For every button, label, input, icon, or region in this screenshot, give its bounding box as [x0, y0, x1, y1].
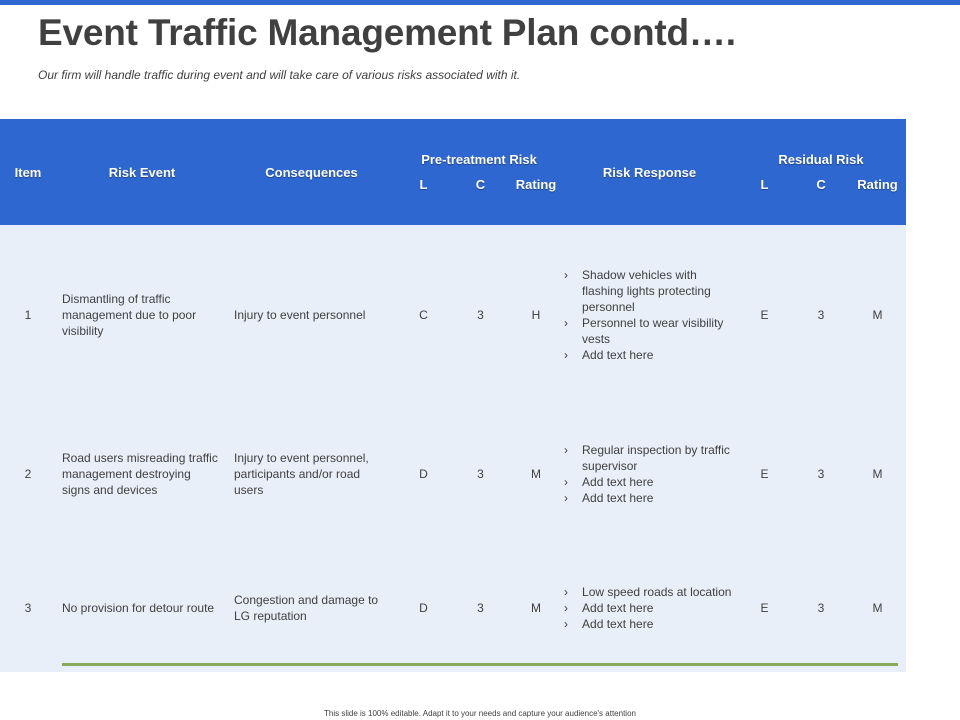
chevron-right-icon: ›: [564, 347, 569, 362]
res-rating-cell: M: [849, 544, 906, 672]
pre-c-cell: 3: [452, 225, 509, 404]
item-number: 1: [0, 225, 56, 404]
risk-response-list: [563, 442, 736, 506]
risk-event-cell: Road users misreading traffic management destroying signs and devices: [56, 404, 228, 544]
res-c-cell: 3: [793, 544, 849, 672]
risk-response-item: [564, 600, 736, 616]
risk-event-cell: No provision for detour route: [56, 544, 228, 672]
risk-response-list: [563, 584, 736, 632]
chevron-right-icon: ›: [564, 491, 569, 505]
risk-response-text: Add text here: [582, 491, 654, 505]
res-c-cell: 3: [793, 404, 849, 544]
chevron-right-icon: ›: [564, 315, 569, 330]
pre-l-cell: D: [395, 544, 452, 672]
res-rating-cell: M: [849, 404, 906, 544]
risk-event-cell: Dismantling of traffic management due to poor visibility: [56, 225, 228, 404]
risk-response-text: Low speed roads at location: [582, 585, 732, 599]
header-risk-event: Risk Event: [56, 119, 228, 225]
header-pre-l: L: [395, 172, 452, 225]
slide-subtitle: Our firm will handle traffic during event and will take care of various risks associated with it.: [38, 68, 521, 82]
header-residual-risk: Residual Risk: [736, 119, 906, 172]
top-accent-bar: [0, 0, 960, 5]
pre-c-cell: 3: [452, 544, 509, 672]
res-l-cell: E: [736, 225, 793, 404]
table-row: [0, 404, 906, 544]
header-pre-c: C: [452, 172, 509, 225]
item-number: 2: [0, 404, 56, 544]
item-number: 3: [0, 544, 56, 672]
risk-response-text: Personnel to wear visibility vests: [582, 315, 724, 346]
risk-response-text: Add text here: [582, 475, 654, 489]
footer-note: This slide is 100% editable. Adapt it to your needs and capture your audience's attention: [324, 709, 636, 718]
pre-l-cell: D: [395, 404, 452, 544]
header-pre-rating: Rating: [509, 172, 563, 225]
risk-response-text: Regular inspection by traffic supervisor: [582, 443, 730, 473]
chevron-right-icon: ›: [564, 601, 569, 615]
consequences-cell: Injury to event personnel, participants and/or road users: [228, 404, 395, 544]
res-l-cell: E: [736, 544, 793, 672]
table-row: [0, 544, 906, 672]
risk-response-item: [564, 584, 736, 600]
header-risk-response: Risk Response: [563, 119, 736, 225]
header-res-l: L: [736, 172, 793, 225]
risk-response-text: Add text here: [582, 347, 654, 362]
pre-rating-cell: M: [509, 544, 563, 672]
chevron-right-icon: ›: [564, 267, 569, 282]
chevron-right-icon: ›: [564, 617, 569, 631]
res-l-cell: E: [736, 404, 793, 544]
pre-l-cell: C: [395, 225, 452, 404]
chevron-right-icon: ›: [564, 475, 569, 489]
risk-table: [0, 119, 906, 672]
header-res-rating: Rating: [849, 172, 906, 225]
pre-c-cell: 3: [452, 404, 509, 544]
risk-response-item: [564, 616, 736, 632]
risk-response-item: [564, 347, 736, 363]
chevron-right-icon: ›: [564, 443, 569, 457]
risk-response-text: Add text here: [582, 617, 654, 631]
header-res-c: C: [793, 172, 849, 225]
table-bottom-rule: [62, 663, 898, 666]
risk-response-cell: [563, 225, 736, 404]
risk-response-item: [564, 474, 736, 490]
res-c-cell: 3: [793, 225, 849, 404]
consequences-cell: Congestion and damage to LG reputation: [228, 544, 395, 672]
header-pre-treatment-risk: Pre-treatment Risk: [395, 119, 563, 172]
risk-response-text: Add text here: [582, 601, 654, 615]
pre-rating-cell: H: [509, 225, 563, 404]
risk-response-text: Shadow vehicles with flashing lights protecting personnel: [582, 267, 711, 314]
risk-response-cell: [563, 544, 736, 672]
risk-response-list: [563, 267, 736, 363]
risk-response-cell: [563, 404, 736, 544]
chevron-right-icon: ›: [564, 585, 569, 599]
risk-response-item: [564, 442, 736, 474]
consequences-cell: Injury to event personnel: [228, 225, 395, 404]
table-row: [0, 225, 906, 404]
header-consequences: Consequences: [228, 119, 395, 225]
res-rating-cell: M: [849, 225, 906, 404]
slide-title: Event Traffic Management Plan contd….: [38, 12, 736, 53]
pre-rating-cell: M: [509, 404, 563, 544]
risk-response-item: [564, 315, 736, 347]
risk-response-item: [564, 267, 736, 315]
risk-response-item: [564, 490, 736, 506]
header-item: Item: [0, 119, 56, 225]
